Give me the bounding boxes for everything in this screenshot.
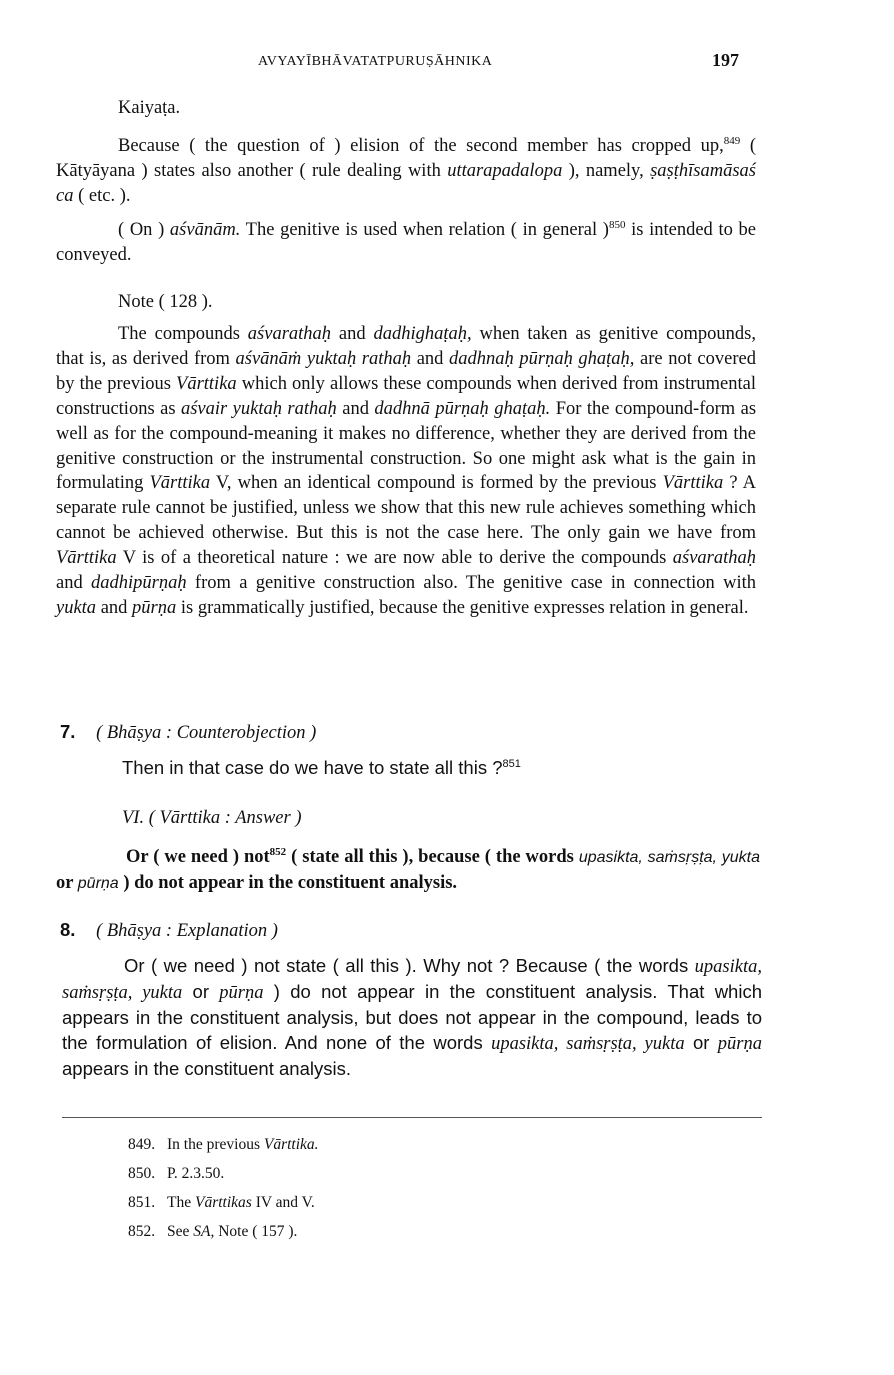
text-run: ( state all this ), because ( the words (286, 847, 579, 867)
italic-term: SA, (193, 1223, 215, 1240)
italic-term: aśvarathaḥ (247, 324, 332, 344)
note-label: Note ( 128 ). (118, 292, 213, 312)
text-run: or (684, 1031, 718, 1053)
kaiyata-label: Kaiyaṭa. (118, 98, 181, 118)
text-run: is grammatically justified, because the genitive expresses relation in general. (176, 597, 749, 618)
text-run: For the compound-form as well as for the compound-meaning it makes no difference, whether they are derived from the genitive construction or the instrumental construction. So one might ask what is the gain in formulating (56, 398, 757, 494)
footnote-ref: 850 (608, 218, 626, 231)
varttika-6-text (56, 845, 760, 897)
italic-term: dadhighaṭaḥ, (373, 324, 472, 344)
text-run: ( etc. ). (73, 185, 131, 206)
footnote-ref: 852 (269, 845, 287, 858)
section-7-title: ( Bhāṣya : Counterobjection ) (96, 723, 317, 743)
text-run: V, when an identical compound is formed by the previous (210, 473, 663, 494)
paragraph-2 (56, 218, 756, 268)
italic-term: uttarapadalopa (447, 160, 563, 181)
text-run: The genitive is used when relation ( in general ) (240, 220, 609, 240)
italic-term: upasikta, saṁsṛṣṭa, yukta (62, 957, 762, 1003)
footnote-852: 852. See SA, Note ( 157 ). (128, 1223, 298, 1240)
paragraph-1 (56, 134, 756, 209)
italic-term: aśvair yuktaḥ rathaḥ (180, 398, 337, 419)
text-run: ), namely, (562, 160, 651, 181)
section-8-text (62, 954, 762, 1082)
varttika-6-heading: VI. ( Vārttika : Answer ) (122, 808, 302, 828)
text-run: is intended to be conveyed. (56, 220, 756, 265)
italic-term: Vārttika (149, 473, 211, 494)
text-run: ( Kātyāyana ) states also another ( rule dealing with (56, 136, 756, 181)
text-run: appears in the constituent analysis. (62, 1057, 351, 1079)
text-run: See (167, 1223, 194, 1240)
section-7-text (122, 756, 521, 781)
page-number: 197 (712, 50, 739, 70)
text-run: ? A separate rule cannot be justified, unless we show that this new rule achieves something which cannot be achieved otherwise. But this is not the case here. The only gain we have from (56, 473, 757, 544)
italic-term: Vārttika. (263, 1136, 319, 1153)
footnote-850: 850. P. 2.3.50. (128, 1165, 225, 1182)
text-run: The compounds (118, 324, 248, 344)
text-run: from a genitive construction also. The genitive case in connection with (186, 573, 756, 594)
text-run: V is of a theoretical nature : we are now able to derive the compounds (116, 548, 673, 569)
text-run: and (411, 348, 450, 369)
italic-term: pūrṇa (77, 874, 119, 892)
note-paragraph (56, 322, 756, 621)
text-run: and (331, 324, 374, 344)
italic-term: dadhnaḥ pūrṇaḥ ghaṭaḥ, (449, 348, 635, 369)
italic-term: upasikta, saṁsṛṣṭa, yukta (491, 1033, 685, 1054)
text-run: IV and V. (251, 1194, 315, 1211)
section-7-number: 7. (60, 721, 76, 742)
footnote-851: 851. The Vārttikas IV and V. (128, 1194, 315, 1211)
italic-term: dadhipūrṇaḥ (91, 573, 187, 594)
italic-term: aśvarathaḥ (672, 548, 756, 569)
text-run: and (56, 573, 92, 594)
italic-term: aśvānām. (169, 220, 241, 240)
text-run: Or ( we need ) not state ( all this ). Why not ? Because ( the words (124, 955, 695, 976)
text-run: Note ( 157 ). (214, 1223, 298, 1240)
footnote-rule (62, 1117, 762, 1118)
section-8-number: 8. (60, 919, 76, 940)
text-run: Then in that case do we have to state all this ? (122, 757, 503, 778)
text-run: are not covered by the previous (56, 348, 756, 394)
italic-term: Vārttika (176, 373, 237, 394)
italic-term: Vārttika (56, 548, 117, 569)
running-header: AVYAYĪBHĀVATATPURUṢĀHNIKA (258, 54, 493, 69)
text-run: ( On ) (118, 220, 170, 240)
italic-term: pūrṇa (717, 1033, 762, 1054)
italic-term: aśvānāṁ yuktaḥ rathaḥ (235, 348, 412, 369)
italic-term: yukta (56, 597, 97, 618)
text-run: which only allows these compounds when derived from instrumental constructions as (56, 373, 757, 419)
italic-term: pūrṇa (219, 982, 264, 1003)
section-7-heading (60, 720, 316, 746)
italic-term: Vārttika (662, 473, 724, 494)
text-run: ) do not appear in the constituent analysis. (118, 872, 458, 893)
footnote-ref: 849 (723, 134, 741, 147)
italic-term: upasikta, saṁsṛṣṭa, yukta (578, 849, 761, 866)
text-run: The (167, 1194, 195, 1211)
section-8-heading (60, 918, 278, 944)
text-run: P. 2.3.50. (167, 1165, 225, 1182)
text-run: or (182, 980, 220, 1002)
text-run: when taken as genitive compounds, that is, as derived from (56, 324, 757, 369)
italic-term: ṣaṣṭhīsamāsaś ca (56, 160, 756, 206)
footnote-ref: 851 (502, 757, 521, 770)
footnote-849: 849. In the previous Vārttika. (128, 1136, 319, 1153)
italic-term: Vārttikas (194, 1194, 252, 1211)
text-run: In the previous (167, 1136, 264, 1153)
section-8-title: ( Bhāṣya : Explanation ) (96, 921, 278, 941)
italic-term: dadhnā pūrṇaḥ ghaṭaḥ. (374, 398, 551, 419)
text-run: Or ( we need ) not (126, 847, 270, 867)
text-run: or (56, 872, 78, 893)
text-run: Because ( the question of ) elision of the second member has cropped up, (118, 136, 724, 156)
text-run: and (336, 398, 375, 419)
italic-term: pūrṇa (132, 597, 177, 618)
text-run: ) do not appear in the constituent analysis. That which appears in the constituent analysis, but does not appear in the compound, leads to the formulation of elision. And none of the words (62, 980, 762, 1053)
text-run: and (96, 597, 133, 618)
